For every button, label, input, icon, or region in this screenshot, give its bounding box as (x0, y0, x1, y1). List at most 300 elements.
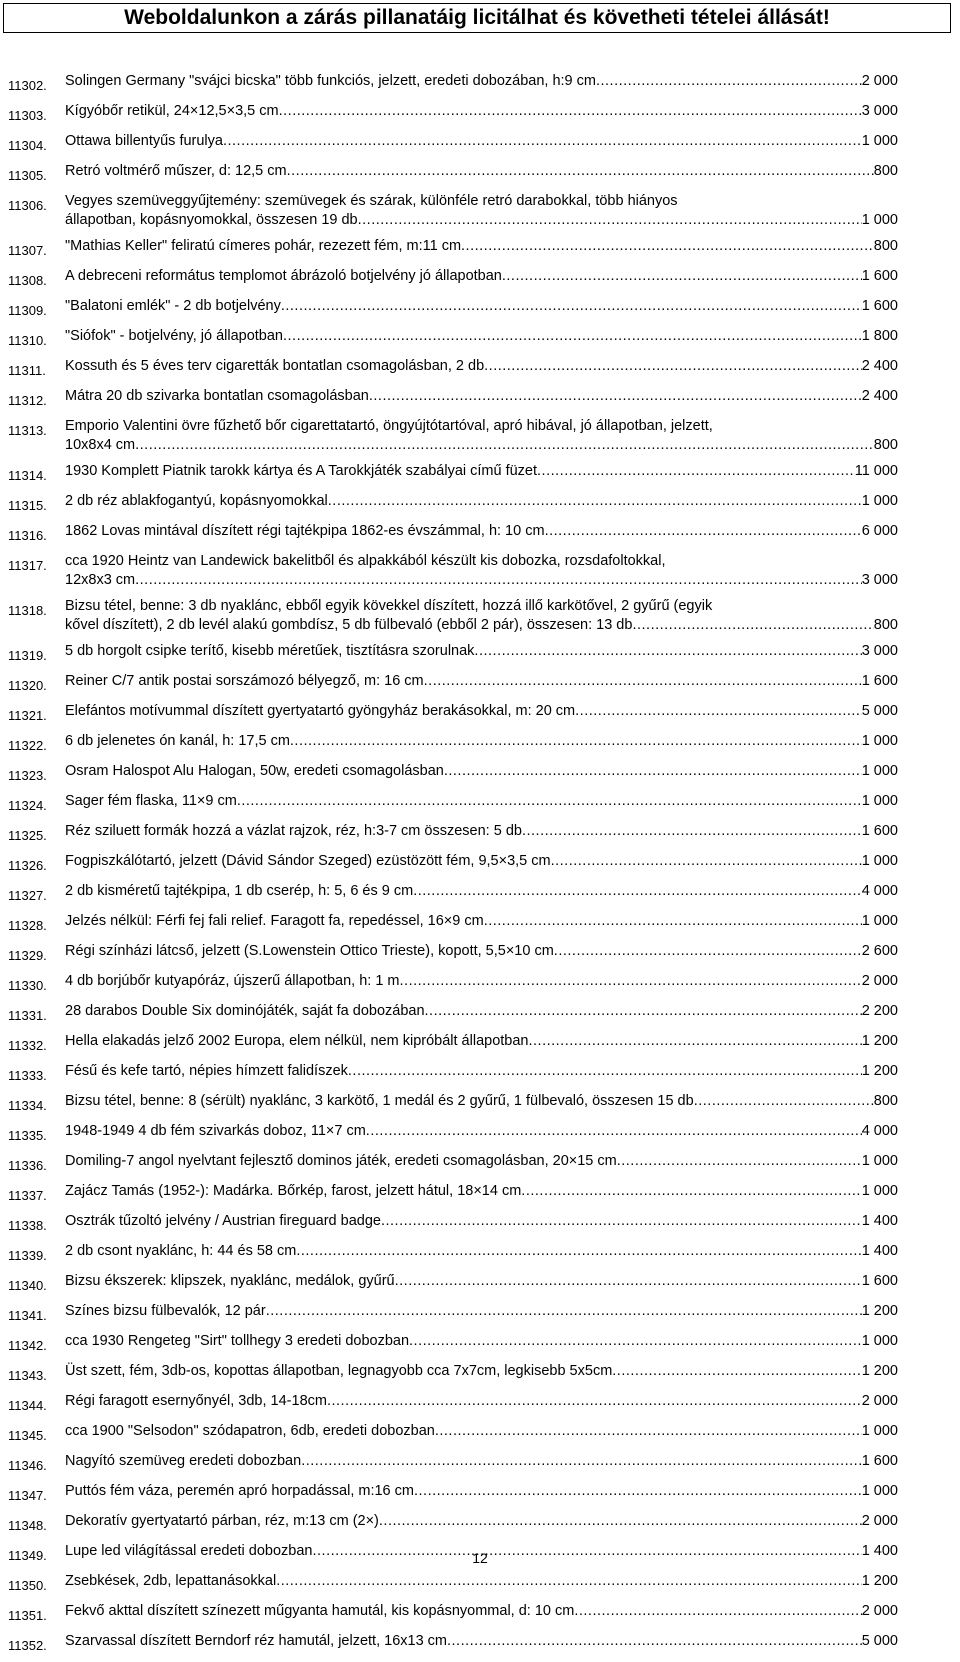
lot-description-text: Régi színházi látcső, jelzett (S.Lowenstein Ottico Trieste), kopott, 5,5×10 cm (65, 943, 554, 959)
dot-leader (484, 912, 862, 931)
lot-starting-price: 3 000 (861, 572, 898, 588)
lot-starting-price: 1 000 (861, 793, 898, 809)
lot-item (0, 1092, 960, 1115)
dot-leader (617, 1152, 862, 1171)
lot-number: 11316. (8, 528, 47, 543)
lot-description (65, 1572, 898, 1591)
dot-leader (447, 1632, 862, 1651)
lot-description (65, 327, 898, 346)
lot-item (0, 822, 960, 845)
lot-number: 11325. (8, 828, 47, 843)
lot-starting-price: 1 200 (861, 1033, 898, 1049)
lot-item (0, 1332, 960, 1355)
dot-leader (521, 1182, 861, 1201)
lot-description (65, 1272, 898, 1291)
lot-number: 11315. (8, 498, 47, 513)
lot-starting-price: 1 200 (861, 1303, 898, 1319)
lot-starting-price: 800 (873, 437, 898, 453)
lot-description-text: Domiling-7 angol nyelvtant fejlesztő dominos játék, eredeti csomagolásban, 20×15 cm (65, 1153, 617, 1169)
dot-leader (484, 357, 862, 376)
dot-leader (551, 852, 862, 871)
lot-item (0, 1362, 960, 1385)
lot-starting-price: 800 (873, 617, 898, 633)
lot-description (65, 1392, 898, 1411)
lot-description-text: Elefántos motívummal díszített gyertyatartó gyöngyház berakásokkal, m: 20 cm (65, 703, 576, 719)
lot-item (0, 1512, 960, 1535)
dot-leader (395, 1272, 862, 1291)
lot-number: 11309. (8, 303, 47, 318)
lot-number: 11310. (8, 333, 47, 348)
lot-description (65, 822, 898, 841)
lot-description (65, 357, 898, 376)
lot-starting-price: 1 000 (861, 913, 898, 929)
dot-leader (366, 1122, 862, 1141)
lot-starting-price: 2 400 (861, 388, 898, 404)
lot-number: 11302. (8, 78, 47, 93)
lot-number: 11349. (8, 1548, 47, 1563)
dot-leader (283, 327, 862, 346)
lot-starting-price: 1 000 (861, 1423, 898, 1439)
lot-number: 11345. (8, 1428, 47, 1443)
lot-starting-price: 1 600 (861, 673, 898, 689)
lot-item (0, 882, 960, 905)
lot-starting-price: 1 400 (861, 1543, 898, 1559)
lot-starting-price: 2 000 (861, 1513, 898, 1529)
lot-description-text: 4 db borjúbőr kutyapóráz, újszerű állapotban, h: 1 m (65, 973, 400, 989)
lot-item (0, 642, 960, 665)
lot-item (0, 1452, 960, 1475)
lot-starting-price: 3 000 (861, 103, 898, 119)
lot-number: 11326. (8, 858, 47, 873)
lot-item (0, 762, 960, 785)
lot-description-text: Szarvassal díszített Berndorf réz hamutál, jelzett, 16x13 cm (65, 1633, 447, 1649)
lot-number: 11321. (8, 708, 47, 723)
lot-description-text: 5 db horgolt csipke terítő, kisebb méretűek, tisztításra szorulnak (65, 643, 475, 659)
lot-item (0, 492, 960, 515)
lot-item (0, 1632, 960, 1655)
lot-description-text: "Balatoni emlék" - 2 db botjelvény (65, 298, 281, 314)
lot-item (0, 1272, 960, 1295)
lot-item (0, 1122, 960, 1145)
lot-description-text: Bizsu tétel, benne: 8 (sérült) nyaklánc, 3 karkötő, 1 medál és 2 gyűrű, 1 fülbevaló, összesen 15 db (65, 1093, 694, 1109)
lot-starting-price: 2 000 (861, 1393, 898, 1409)
lot-starting-price: 4 000 (861, 1123, 898, 1139)
lot-description (65, 1362, 898, 1381)
dot-leader (474, 642, 861, 661)
lot-item (0, 1032, 960, 1055)
lot-number: 11343. (8, 1368, 47, 1383)
lot-item (0, 1242, 960, 1265)
lot-number: 11327. (8, 888, 47, 903)
lot-description (65, 642, 898, 661)
lot-number: 11308. (8, 273, 47, 288)
lot-starting-price: 1 600 (861, 268, 898, 284)
lot-item (0, 1212, 960, 1235)
lot-item (0, 267, 960, 290)
lot-description-text: Réz sziluett formák hozzá a vázlat rajzok, réz, h:3-7 cm összesen: 5 db (65, 823, 522, 839)
dot-leader (528, 1032, 861, 1051)
dot-leader (694, 1092, 874, 1111)
lot-description-text: Kígyóbőr retikül, 24×12,5×3,5 cm (65, 103, 279, 119)
lot-starting-price: 6 000 (861, 523, 898, 539)
lot-description-text: Osram Halospot Alu Halogan, 50w, eredeti csomagolásban (65, 763, 444, 779)
lot-description-text: Retró voltmérő műszer, d: 12,5 cm (65, 163, 287, 179)
lot-number: 11311. (8, 363, 46, 378)
dot-leader (276, 1572, 862, 1591)
dot-leader (424, 672, 862, 691)
lot-description (65, 1302, 898, 1321)
lot-description (65, 387, 898, 406)
lot-description (65, 1032, 898, 1051)
dot-leader (296, 1242, 861, 1261)
dot-leader (135, 436, 874, 455)
lot-item (0, 1602, 960, 1625)
lot-number: 11307. (8, 243, 47, 258)
lot-item (0, 1002, 960, 1025)
lot-description (65, 1332, 898, 1351)
lot-description-text: 28 darabos Double Six dominójáték, saját fa dobozában (65, 1003, 425, 1019)
lot-starting-price: 1 400 (861, 1213, 898, 1229)
lot-number: 11348. (8, 1518, 47, 1533)
lot-item (0, 1152, 960, 1175)
lot-description-text: Vegyes szemüveggyűjtemény: szemüvegek és szárak, különféle retró darabokkal, több hiányos (65, 193, 678, 209)
lot-description-text: 1948-1949 4 db fém szivarkás doboz, 11×7 cm (65, 1123, 366, 1139)
lot-starting-price: 2 000 (861, 73, 898, 89)
dot-leader (358, 211, 862, 230)
lot-description-text: Dekoratív gyertyatartó párban, réz, m:13 cm (2×) (65, 1513, 379, 1529)
lot-starting-price: 2 400 (861, 358, 898, 374)
lot-starting-price: 800 (873, 238, 898, 254)
lot-description-text: A debreceni református templomot ábrázoló botjelvény jó állapotban (65, 268, 502, 284)
lot-description-text: cca 1900 "Selsodon" szódapatron, 6db, eredeti dobozban (65, 1423, 435, 1439)
page-title: Weboldalunkon a zárás pillanatáig licitálhat és követheti tételei állását! (124, 6, 830, 29)
lot-starting-price: 1 600 (861, 1273, 898, 1289)
lot-description-text: 6 db jelenetes ón kanál, h: 17,5 cm (65, 733, 290, 749)
lot-number: 11341. (8, 1308, 47, 1323)
lot-starting-price: 5 000 (861, 1633, 898, 1649)
lot-description (65, 672, 898, 691)
lot-description-text: Üst szett, fém, 3db-os, kopottas állapotban, legnagyobb cca 7x7cm, legkisebb 5x5cm (65, 1363, 613, 1379)
lot-description (65, 1212, 898, 1231)
lot-description (65, 1422, 898, 1441)
lot-description (65, 1482, 898, 1501)
lot-description-text: Fekvő akttal díszített színezett műgyanta hamutál, kis kopásnyommal, d: 10 cm (65, 1603, 575, 1619)
dot-leader (328, 492, 862, 511)
lot-description (65, 72, 898, 91)
lot-number: 11303. (8, 108, 47, 123)
lot-item (0, 672, 960, 695)
lot-starting-price: 1 000 (861, 493, 898, 509)
lot-number: 11350. (8, 1578, 47, 1593)
lot-description-text: 2 db réz ablakfogantyú, kopásnyomokkal (65, 493, 328, 509)
lot-description-text: Fésű és kefe tartó, népies hímzett falidíszek (65, 1063, 348, 1079)
lot-description-text: Emporio Valentini övre fűzhető bőr cigarettatartó, öngyújtótartóval, apró hibával, jó állapotban, jelzett, (65, 418, 713, 434)
dot-leader (409, 1332, 862, 1351)
lot-starting-price: 1 000 (861, 1483, 898, 1499)
lot-description (65, 297, 898, 316)
page-number: 12 (472, 1550, 488, 1566)
lot-description (65, 1122, 898, 1141)
lot-description-text: "Mathias Keller" feliratú címeres pohár, rezezett fém, m:11 cm (65, 238, 462, 254)
lot-description (65, 597, 898, 635)
lot-starting-price: 1 800 (861, 328, 898, 344)
lot-description-text: 10x8x4 cm (65, 437, 136, 453)
lot-description-text: Régi faragott esernyőnyél, 3db, 14-18cm (65, 1393, 327, 1409)
dot-leader (327, 1392, 862, 1411)
lot-description (65, 1242, 898, 1261)
dot-leader (301, 1452, 862, 1471)
lot-starting-price: 1 200 (861, 1063, 898, 1079)
lot-item (0, 972, 960, 995)
lot-starting-price: 1 000 (861, 1333, 898, 1349)
lot-starting-price: 3 000 (861, 643, 898, 659)
lot-starting-price: 5 000 (861, 703, 898, 719)
lot-description (65, 792, 898, 811)
lot-starting-price: 2 000 (861, 973, 898, 989)
lot-number: 11333. (8, 1068, 47, 1083)
lot-item (0, 417, 960, 455)
dot-leader (287, 162, 874, 181)
lot-number: 11306. (8, 198, 47, 213)
lot-item (0, 327, 960, 350)
lot-number: 11335. (8, 1128, 47, 1143)
lot-number: 11332. (8, 1038, 47, 1053)
lot-description-text: kővel díszített), 2 db levél alakú gombdísz, 5 db fülbevaló (ebből 2 pár), összesen: 13 db (65, 617, 633, 633)
lot-description (65, 942, 898, 961)
dot-leader (612, 1362, 861, 1381)
dot-leader (413, 882, 862, 901)
lot-description-text: Jelzés nélkül: Férfi fej fali relief. Faragott fa, repedéssel, 16×9 cm (65, 913, 484, 929)
dot-leader (290, 732, 862, 751)
lot-description-text: Zsebkések, 2db, lepattanásokkal (65, 1573, 277, 1589)
lot-description (65, 1602, 898, 1621)
lot-starting-price: 1 000 (861, 733, 898, 749)
lot-description-text: Kossuth és 5 éves terv cigaretták bontatlan csomagolásban, 2 db (65, 358, 485, 374)
lot-list (0, 72, 960, 1662)
lot-description-text: Sager fém flaska, 11×9 cm (65, 793, 237, 809)
lot-number: 11318. (8, 603, 47, 618)
lot-description (65, 972, 898, 991)
lot-description (65, 1152, 898, 1171)
lot-description-text: Lupe led világítással eredeti dobozban (65, 1543, 313, 1559)
lot-number: 11340. (8, 1278, 47, 1293)
lot-description-text: cca 1930 Rengeteg "Sirt" tollhegy 3 eredeti dobozban (65, 1333, 410, 1349)
lot-description (65, 732, 898, 751)
lot-number: 11339. (8, 1248, 47, 1263)
dot-leader (369, 387, 862, 406)
lot-number: 11320. (8, 678, 47, 693)
lot-number: 11314. (8, 468, 47, 483)
lot-starting-price: 1 600 (861, 823, 898, 839)
dot-leader (223, 132, 862, 151)
lot-number: 11313. (8, 423, 47, 438)
lot-number: 11351. (8, 1608, 47, 1623)
lot-item (0, 1482, 960, 1505)
lot-item (0, 912, 960, 935)
dot-leader (575, 702, 862, 721)
lot-description (65, 702, 898, 721)
lot-starting-price: 2 600 (861, 943, 898, 959)
lot-number: 11328. (8, 918, 47, 933)
lot-description-text: 12x8x3 cm (65, 572, 136, 588)
dot-leader (632, 616, 873, 635)
lot-starting-price: 1 000 (861, 133, 898, 149)
dot-leader (348, 1062, 862, 1081)
dot-leader (502, 267, 862, 286)
lot-item (0, 297, 960, 320)
dot-leader (461, 237, 874, 256)
lot-description (65, 1182, 898, 1201)
lot-item (0, 852, 960, 875)
lot-item (0, 792, 960, 815)
lot-item (0, 1392, 960, 1415)
lot-description (65, 417, 898, 455)
lot-starting-price: 1 600 (861, 298, 898, 314)
lot-starting-price: 2 000 (861, 1603, 898, 1619)
lot-description-text: Mátra 20 db szivarka bontatlan csomagolásban (65, 388, 369, 404)
dot-leader (414, 1482, 862, 1501)
lot-starting-price: 4 000 (861, 883, 898, 899)
lot-item (0, 732, 960, 755)
lot-starting-price: 1 000 (861, 763, 898, 779)
lot-description-text: 2 db kisméretű tajtékpipa, 1 db cserép, h: 5, 6 és 9 cm (65, 883, 414, 899)
lot-description (65, 1452, 898, 1471)
lot-number: 11338. (8, 1218, 47, 1233)
lot-description-text: Fogpiszkálótartó, jelzett (Dávid Sándor Szeged) ezüstözött fém, 9,5×3,5 cm (65, 853, 551, 869)
lot-number: 11322. (8, 738, 47, 753)
lot-starting-price: 1 000 (861, 1153, 898, 1169)
lot-item (0, 522, 960, 545)
lot-item (0, 1182, 960, 1205)
lot-description-text: állapotban, kopásnyomokkal, összesen 19 db (65, 212, 358, 228)
lot-number: 11336. (8, 1158, 47, 1173)
lot-description (65, 882, 898, 901)
dot-leader (554, 942, 862, 961)
lot-description-text: Ottawa billentyűs furulya (65, 133, 223, 149)
lot-description-text: Osztrák tűzoltó jelvény / Austrian fireguard badge (65, 1213, 381, 1229)
lot-number: 11334. (8, 1098, 47, 1113)
lot-description (65, 192, 898, 230)
dot-leader (379, 1512, 862, 1531)
lot-number: 11330. (8, 978, 47, 993)
lot-description (65, 492, 898, 511)
lot-description (65, 1092, 898, 1111)
lot-item (0, 1422, 960, 1445)
lot-starting-price: 1 600 (861, 1453, 898, 1469)
lot-starting-price: 1 200 (861, 1573, 898, 1589)
lot-description (65, 1002, 898, 1021)
dot-leader (425, 1002, 862, 1021)
lot-description-text: 1862 Lovas mintával díszített régi tajtékpipa 1862-es évszámmal, h: 10 cm (65, 523, 545, 539)
lot-item (0, 1062, 960, 1085)
lot-starting-price: 11 000 (854, 463, 898, 479)
lot-number: 11323. (8, 768, 47, 783)
lot-description (65, 162, 898, 181)
dot-leader (574, 1602, 861, 1621)
lot-description-text: Bizsu tétel, benne: 3 db nyaklánc, ebből egyik kövekkel díszített, hozzá illő karkötővel, 2 gyűrű (egyik (65, 598, 713, 614)
lot-item (0, 387, 960, 410)
dot-leader (537, 462, 855, 481)
lot-starting-price: 1 400 (861, 1243, 898, 1259)
lot-description-text: Bizsu ékszerek: klipszek, nyaklánc, medálok, gyűrű (65, 1273, 395, 1289)
lot-description-text: Puttós fém váza, peremén apró horpadással, m:16 cm (65, 1483, 414, 1499)
lot-description-text: Színes bizsu fülbevalók, 12 pár (65, 1303, 266, 1319)
lot-item (0, 192, 960, 230)
lot-number: 11329. (8, 948, 47, 963)
lot-description (65, 267, 898, 286)
lot-number: 11305. (8, 168, 47, 183)
dot-leader (596, 72, 862, 91)
lot-description-text: Reiner C/7 antik postai sorszámozó bélyegző, m: 16 cm (65, 673, 424, 689)
lot-item (0, 462, 960, 485)
lot-number: 11352. (8, 1638, 47, 1653)
lot-description-text: 2 db csont nyaklánc, h: 44 és 58 cm (65, 1243, 297, 1259)
lot-number: 11344. (8, 1398, 47, 1413)
lot-item (0, 702, 960, 725)
lot-starting-price: 2 200 (861, 1003, 898, 1019)
lot-item (0, 357, 960, 380)
lot-number: 11317. (8, 558, 47, 573)
lot-number: 11347. (8, 1488, 47, 1503)
lot-starting-price: 800 (873, 163, 898, 179)
lot-item (0, 102, 960, 125)
lot-description-text: Hella elakadás jelző 2002 Europa, elem nélkül, nem kipróbált állapotban (65, 1033, 529, 1049)
dot-leader (444, 762, 862, 781)
lot-description (65, 522, 898, 541)
lot-description-text: Nagyító szemüveg eredeti dobozban (65, 1453, 302, 1469)
lot-starting-price: 1 000 (861, 212, 898, 228)
lot-number: 11304. (8, 138, 47, 153)
dot-leader (545, 522, 862, 541)
lot-description-text: Zajácz Tamás (1952-): Madárka. Bőrkép, farost, jelzett hátul, 18×14 cm (65, 1183, 522, 1199)
lot-description (65, 1632, 898, 1651)
lot-number: 11331. (8, 1008, 47, 1023)
lot-item (0, 1302, 960, 1325)
lot-item (0, 552, 960, 590)
lot-starting-price: 800 (873, 1093, 898, 1109)
lot-starting-price: 1 200 (861, 1363, 898, 1379)
lot-starting-price: 1 000 (861, 853, 898, 869)
lot-description-text: 1930 Komplett Piatnik tarokk kártya és A Tarokkjáték szabályai című füzet (65, 463, 538, 479)
lot-number: 11324. (8, 798, 47, 813)
lot-item (0, 597, 960, 635)
lot-item (0, 942, 960, 965)
dot-leader (435, 1422, 862, 1441)
dot-leader (266, 1302, 862, 1321)
lot-number: 11342. (8, 1338, 47, 1353)
lot-item (0, 162, 960, 185)
dot-leader (522, 822, 862, 841)
dot-leader (135, 571, 862, 590)
lot-number: 11312. (8, 393, 47, 408)
lot-item (0, 132, 960, 155)
lot-description (65, 237, 898, 256)
lot-description (65, 462, 898, 481)
lot-number: 11346. (8, 1458, 47, 1473)
lot-number: 11319. (8, 648, 47, 663)
lot-starting-price: 1 000 (861, 1183, 898, 1199)
header-banner (3, 3, 951, 33)
lot-description (65, 912, 898, 931)
dot-leader (237, 792, 862, 811)
lot-item (0, 72, 960, 95)
dot-leader (381, 1212, 862, 1231)
dot-leader (281, 297, 862, 316)
lot-description-text: "Siófok" - botjelvény, jó állapotban (65, 328, 283, 344)
dot-leader (279, 102, 862, 121)
lot-description (65, 1512, 898, 1531)
dot-leader (400, 972, 862, 991)
